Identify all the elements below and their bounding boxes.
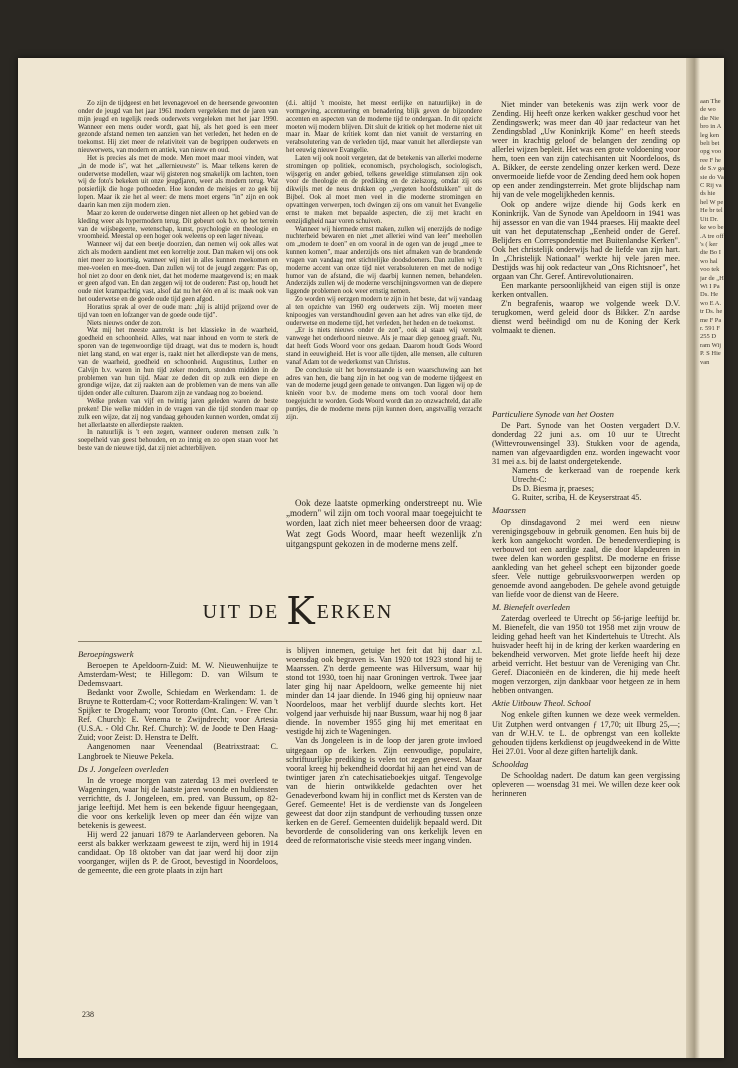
paragraph: Van ds Jongeleen is in de loop der jaren grote invloed uitgegaan op de kerken. Zijn eenvoudige, populaire, schriftuurlijke prediking is velen tot zegen geweest. Maar vooral kreeg hij bekendheid doordat hij aan het eind van de twintiger jaren z'n catechisatieboekjes uitgaf. Tengevolge van de hierin ontwikkelde gedachten over het Genadeverbond kwam hij in conflict met ds Kersten van de Geref. Gemeente! Het is de verdienste van ds Jongeleen geweest dat door zijn standpunt de verhouding tussen onze kerken en de Geref. Gemeenten duidelijk bepaald werd. Dit bevorderde de consolidering van ons kerkelijk leven en deed de reformatorische visie steeds meer ingang vinden. <box>286 736 482 845</box>
heading-schooldag: Schooldag <box>492 758 529 769</box>
heading-jongeleen: Ds J. Jongeleen overleden <box>78 763 169 774</box>
paragraph: „Er is niets nieuws onder de zon", ook al staan wij verstelt vanwege het onderhoord nieuwe. Als je maar diep genoeg graaft. Nu, dat heeft Gods Woord voor ons gedaan. Daarom houdt Gods Woord stand in eeuwigheid. Het is voor alle tijden, alle mensen, alle culturen vanaf Adam tot de wederkomst van Christus. <box>286 327 482 366</box>
adjacent-page-edge-text: aan The de wo die Nie bro in A leg ken beli bet opg voo ree F he de S.v ga sie do Va C Rij va ds hie hel W pe He br tel Uit Dr. ke wo be .A tre off 's ( ker die Bo I wo hal voo tek jar de „H Wi I Pa Ds. He wo E A. tr Ds. he me F Pa r. 591 F 255 D ram Wij P. S Hie van <box>700 98 724 366</box>
paragraph: is blijven innemen, getuige het feit dat hij daar z.l. woensdag ook begraven is. Van 1920 tot 1923 stond hij te Maarssen. Z'n derde gemeente was Hilversum, waar hij stond tot 1930, toen hij naar Groningen vertrok. Twee jaar later ging hij naar Apeldoorn, welke gemeente hij niet minder dan 14 jaar diende. In 1946 ging hij opnieuw naar Noordeloos, maar het verblijf duurde slechts kort. Het volgend jaar verhuisde hij naar Bussum, waar hij nog 8 jaar diende. In november 1955 ging hij met emeritaat en vestigde hij zich te Wageningen. <box>286 646 482 737</box>
section-title-initial: K <box>286 589 317 633</box>
paragraph: Op dinsdagavond 2 mei werd een nieuw verenigingsgebouw in gebruik genomen. Een huis bij de kerk kon aangekocht worden. De benedenverdieping is verbouwd tot een aardige zaal, die door klapdeuren in twee delen kan worden gesplitst. De moderne en frisse aankleding van het geheel schept een bijzonder goede sfeer. Vele nuttige gebruiksvoorwerpen werden op genoemde avond aangeboden. De gehele avond getuigde van liefde voor de dienst van de Heere. <box>492 517 680 599</box>
paragraph: Laten wij ook nooit vergeten, dat de betekenis van allerlei moderne stromingen op politiek, economisch, psychologisch, sociologisch, wijsgerig en ander gebied, telkens geweldige stimulansen zijn ook voor de theologie en de prediking en de zielszorg, omdat zij ons dikwijls met de neus drukken op „vergeten hoofdstukken" uit de Bijbel. Ook al moet men veel in die moderne stromingen en opvattingen verwerpen, toch dwingen zij ons om vanuit het Evangelie ernst te maken met bepaalde aspecten, die zij met kracht en eenzijdigheid naar voren schuiven. <box>286 154 482 225</box>
heading-maarssen: Maarssen <box>492 505 526 516</box>
bottom-column-2 <box>286 646 482 845</box>
top-column-1 <box>78 100 278 453</box>
closing-remark <box>286 498 482 549</box>
section-title-rest: ERKEN <box>316 601 394 623</box>
paragraph: Hij werd 22 januari 1879 te Aarlanderveen geboren. Na eerst als bakker werkzaam geweest te zijn, werd hij in 1914 candidaat. Op 18 oktober van dat jaar werd hij door zijn voorganger, wijlen ds P. de Groot, bevestigd in Noordeloos, de gemeente, die een grote plaats in zijn hart <box>78 829 278 876</box>
signature-line: G. Ruiter, scriba, H. de Keyserstraat 45. <box>512 493 642 503</box>
paragraph: Welke preken van vijf en twintig jaren geleden waren de beste preken! Die welke midden in de vragen van die tijd stonden maar op zulk een wijze, dat zij nog vandaag gehouden kunnen worden, omdat zij het allerlaatste en allerdiepste raakten. <box>78 398 278 429</box>
paragraph: In natuurlijk is 't een zegen, wanneer ouderen mensen zulk 'n soepelheid van geest behouden, en zo innig en zo open staan voor het beste van de nieuwe tijd, dat zij niet achterblijven. <box>78 429 278 453</box>
paragraph: De conclusie uit het bovenstaande is een waarschuwing aan het adres van hen, die bang zijn in het oog van de moderne tijdgeest en van de moderne jeugd geen genade te ontvangen. Dan liggen wij op de knieën voor b.v. de moderne mens om toch vooral door hem toegejuicht te worden. Gods Woord wordt dan zo onzwachteld, dat alle puntjes, die de moderne mens pijn kunnen doen, angstvallig verzacht zijn. <box>286 366 482 421</box>
paragraph: Wanneer wij hiermede ernst maken, zullen wij enerzijds de nodige nuchterheid bewaren en niet „met alleriei wind van leer" meehollen om „modern te doen" en om vooral in de ogen van de jeugd „mee te kunnen komen", maar anderzijds ons niet afmaken van de brandende vragen van vandaag met stichtelijke doodsdoeners. Dan zullen wij 't moderne accent van onze tijd niet verabsoluteren en met de nodige humor van de afstand, die wij daarbij kunnen nemen, behandelen. Anderzijds zullen wij de moderne verschijningsvormen van de diepere liggende problemen ook weer ernstig nemen. <box>286 225 482 296</box>
heading-beroepingswerk: Beroepingswerk <box>78 649 134 659</box>
paragraph: Nog enkele giften kunnen we deze week vermelden. Uit Zutphen werd ontvangen ƒ 17,70; uit Ilburg 25,—; van dr W.H.V. te L. de opbrengst van een kollekte gehouden tijdens kerkdienst op jeugdweekend in de Witte Hei 27.01. Voor al deze giften hartelijk dank. <box>492 710 680 756</box>
divider <box>78 641 482 642</box>
paragraph: De Schooldag nadert. De datum kan geen vergissing opleveren — woensdag 31 mei. We willen deze keer ook herinneren <box>492 770 680 798</box>
paragraph: Namens de kerkeraad van de roepende kerk Utrecht-C: <box>512 466 680 485</box>
paragraph: Niets nieuws onder de zon. <box>87 319 162 327</box>
section-title-prefix: UIT DE <box>202 601 287 623</box>
section-title <box>168 589 428 633</box>
paragraph: Het is precies als met de mode. Men moet maar mooi vinden, wat „in de mode is", wat het „allernieuwste" is. Maar telkens keren de ouderwetse modellen, waar wij gisteren nog smakelijk om lachten, toen wij de foto's bekeken uit onze jeugdjaren, weer als modern terug. Wat potsierlijk die hoge pothoeden. Hoe konden de meisjes er zo gek bij lopen. Maar ik zie het al weer: de mens moet ergens "in" zijn en ook daarin kan men zijn modern zien. <box>78 154 278 209</box>
paragraph: Zo zijn de tijdgeest en het levenagevoel en de heersende gewoonten onder de jeugd van het jaar 1961 modern vergeleken met de jaren van mijn jeugd en tegelijk reeds ouderwets vergeleken met het jaar 1990. Wanneer een mens ouder wordt, gaat hij, als het goed is een meer gezonde afstand nemen ten aanzien van het verleden, het heden en de toekomst. Hij ziet meer de relativiteit van de begrippen ouderwets en nieuwerwets, van modern en antiek, van nieuw en oud. <box>78 100 278 155</box>
paragraph: De Part. Synode van het Oosten vergadert D.V. donderdag 22 juni a.s. om 10 uur te Utrecht (Wittevrouwensingel 33). Stukken voor de agenda, namen van afgevaardigden enz. worden ingewacht voor 31 mei a.s. bij de laatst ondergetekende. <box>492 421 680 467</box>
paragraph: Wanneer wij dat een beetje doorzien, dan nemen wij ook alles wat zich als modern aandient met een korreltje zout. Dan maken wij ons ook niet meer zo koortsig, wanneer wij niet in alles kunnen meekomen en mee-voelen en mee-doen. Dan zullen wij tot de jeugd zeggen: Pas op, hol niet zo door en denk niet, dat het moderne maatgevend is; en maak er geen afgod van. En dan zeggen wij tot de ouderen: Past op, houdt het oude niet krampachtig vast, alsof dat nu het één en al is: maak ook van het ouderwetse en de goede oude tijd geen afgod. <box>78 241 278 304</box>
paragraph: Zo worden wij eerzgen modern te zijn in het beste, dat wij vandaag al ten opzichte van 1960 erg ouderwets zijn. Wij moeten meer knipoogjes van verstandhoudinl geven aan het adres van elke tijd, de ouderwetse en moderne tijd, het verleden, het heden en de toekomst. <box>286 296 482 327</box>
paragraph: Niet minder van betekenis was zijn werk voor de Zending. Hij heeft onze kerken wakker geschud voor het Zendingswerk; was meer dan 40 jaar redacteur van het Zendingsblad „Uw Koninkrijk Kome" en heeft steeds weer in krachtig geloof de belangen der zending op allerlei wijzen bepleit. Het was een grote voldoening voor hem, toen een van zijn catechisanten uit Noordeloos, ds A. Bikker, de eerste zendeling onzer kerken werd. Deze onvermoeide liefde voor de Zending deed hem ook hopen op een ander zendingsterrein. Met grote blijdschap nam hij van de vele mogelijkheden kennis. <box>492 100 680 200</box>
top-column-3 <box>492 100 680 335</box>
paragraph: Een markante persoonlijkheid van eigen stijl is onze kerken ontvallen. <box>492 280 680 299</box>
top-column-2 <box>286 100 482 422</box>
heading-bienefelt: M. Bienefelt overleden <box>492 601 571 612</box>
paragraph: Beroepen te Apeldoorn-Zuid: M. W. Nieuwenhuijze te Amsterdam-West; te Hillegom: D. van Wilsum te Dedemsvaart. <box>78 661 278 689</box>
paragraph: Maar zo keren de ouderwetse dingen niet alleen op het gebied van de kleding weer als hypermodern terug. Dit gebeurt ook b.v. op het terrein van de wijsbegeerte, wetenschap, kunst, psychologie en theologie en vroomheid. Meestal op een hoger ook weleens op een lager niveau. <box>78 209 278 241</box>
paragraph: Z'n begrafenis, waarop we volgende week D.V. terugkomen, werd geleid door ds Bikker. Z'n aardse dienst werd beëindigd om nu de Koning der Kerk volmaakt te dienen. <box>492 299 680 336</box>
paragraph: Aangenomen naar Veenendaal (Beatrixstraat: C. Langbroek te Nieuwe Pekela. <box>78 742 278 761</box>
newspaper-page <box>18 58 724 1058</box>
paragraph: Zaterdag overleed te Utrecht op 56-jarige leeftijd br. M. Bienefelt, die van 1950 tot 1958 met zijn vrouw de leiding gehad heeft van het Kindertehuis te Utrecht. Als huisvader heeft hij in de kring der kerken waardering en bekendheid verworven. Met grote liefde heeft hij deze arbeid verricht. Het bestuur van de Vereniging van Chr. Geref. Diaconieën en de kinderen, die hij mede heeft mogen verzorgen, zijn dankbaar voor hetgeen ze in hem hebben ontvangen. <box>492 613 680 696</box>
right-column-lower <box>492 406 680 798</box>
paragraph: Wat mij het meeste aantrekt is het klassieke in de waarheid, goedheid en schoonheid. Alles, wat naar inhoud en vorm te sterk de sporen van de tegenwoordige tijd draagt, wat dus te modern is, houdt niet lang stand, en wat erger is, raakt niet het allerdiepste van de mens, van de waarheid, goedheid en schoonheid. Augustinus, Luther en Calvijn b.v. waren in hun tijd zeker modern, stonden midden in de problemen van hun tijd. Maar ze deden dit op zulk een diepe en grondige wijze, dat zij raakten aan de problemen van de mens van alle tijden onder alle culturen. Daarom zijn ze vandaag nog zo boeiend. <box>78 327 278 398</box>
paragraph: Bedankt voor Zwolle, Schiedam en Werkendam: 1. de Bruyne te Rotterdam-C; voor Rotterdam-Kralingen: W. van 't Spijker te Drogeham; voor Toronto (Ont. Can. - Free Chr. Ref. Church): E. Venema te Zwijndrecht; voor Artesia (U.S.A. - Old Chr. Ref. Church): W. de Joode te Den Haag-Zuid; voor Zeist: D. Henstra te Delft. <box>78 688 278 743</box>
page-number: 238 <box>82 1010 94 1019</box>
signature-line: Ds D. Biesma jr, praeses; <box>512 484 594 494</box>
paragraph: Horatius sprak al over de oude man: „hij is altijd prijzend over de tijd van toen en lofzanger van de goede oude tijd". <box>78 303 278 319</box>
paragraph: (d.i. altijd 't mooiste, het meest eerlijke en natuurlijke) in de vormgeving, accentuering en benadering blijk geven de bijzondere accenten en aspecten van de moderne tijd te ondergaan. In dit opzicht moeten wij modern blijven. Dit sluit de kritiek op het moderne niet uit maar in. Maar de kritiek komt dan niet vanuit de verstarring en verabsolutering van de verleden tijd, maar vanuit het allerdiepste van het eeuwig nieuwe Evangelie. <box>286 100 482 155</box>
heading-aktie: Aktie Uitbouw Theol. School <box>492 698 591 709</box>
paragraph: Ook op andere wijze diende hij Gods kerk en Koninkrijk. Van de Synode van Apeldoorn in 1941 was hij assessor en van die van 1944 praeses. Hij maakte deel uit van het deputatenschap „Eenheid onder de Geref. Belijders en Correspondentie met Buitenlandse Kerken". Ook het christelijk onderwijs had de liefde van zijn hart. In „Christelijk Nationaal" werkte hij vele jaren mee. Destijds was hij ook redacteur van „Ons Richtsnoer", het orgaan van Chr. Geref. Antirevolutionairen. <box>492 199 680 281</box>
bottom-column-1 <box>78 646 278 875</box>
paragraph: In de vroege morgen van zaterdag 13 mei overleed te Wageningen, waar hij de laatste jaren woonde en huldiensten verrichtte, ds J. Jongeleen, em. pred. van Bussum, op 82-jarige leeftijd. Met hem is een bekende figuur heengegaan, die voor ons kerkelijk leven op meer dan één wijze van betekenis is geweest. <box>78 775 278 830</box>
paragraph: Ook deze laatste opmerking onderstreept nu. Wie „modern" wil zijn om toch vooral maar toegejuicht te worden, laat zich niet meer beheersen door de vraag: Wat zegt Gods Woord, maar heeft wezenlijk z'n uitgangspunt gekozen in de moderne mens zelf. <box>286 498 482 549</box>
heading-synode: Particuliere Synode van het Oosten <box>492 409 614 419</box>
page-gutter <box>686 58 700 1058</box>
